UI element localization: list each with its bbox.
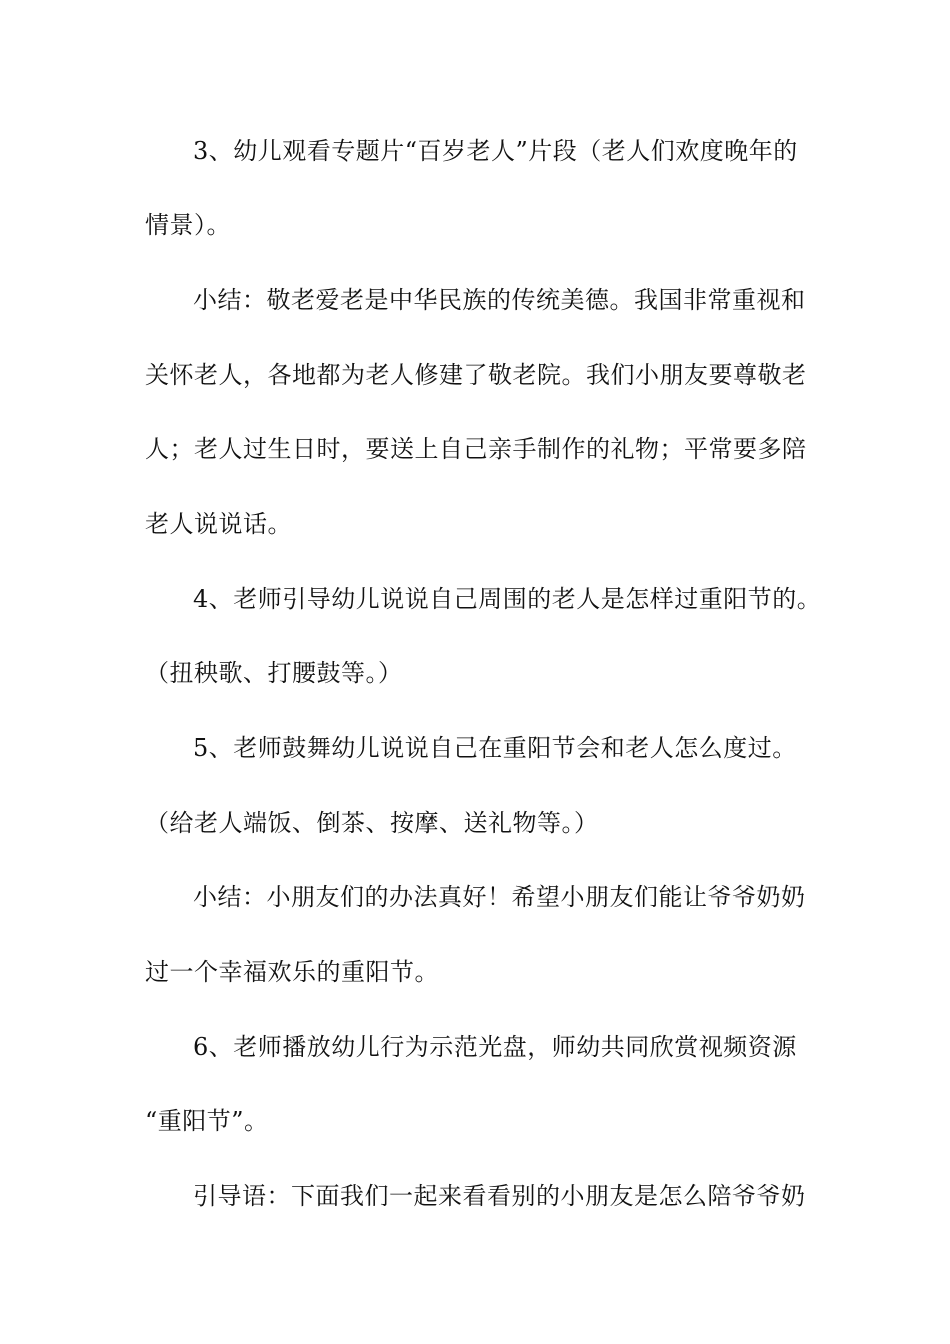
text-line-12: 过一个幸福欢乐的重阳节。 [145, 958, 439, 986]
text-line-4: 关怀老人，各地都为老人修建了敬老院。我们小朋友要尊敬老 [145, 361, 807, 389]
text-line-10: （给老人端饭、倒茶、按摩、送礼物等。） [145, 809, 599, 837]
text-line-1: 3、幼儿观看专题片“百岁老人”片段（老人们欢度晚年的 [193, 137, 798, 165]
text-line-11: 小结：小朋友们的办法真好！希望小朋友们能让爷爷奶奶 [193, 883, 806, 911]
text-line-9: 5、老师鼓舞幼儿说说自己在重阳节会和老人怎么度过。 [193, 734, 797, 762]
text-line-14: “重阳节”。 [145, 1107, 269, 1135]
text-line-7: 4、老师引导幼儿说说自己周围的老人是怎样过重阳节的。 [193, 585, 822, 613]
text-line-13: 6、老师播放幼儿行为示范光盘，师幼共同欣赏视频资源 [193, 1033, 797, 1061]
text-line-8: （扭秧歌、打腰鼓等。） [145, 659, 403, 687]
text-line-5: 人；老人过生日时，要送上自己亲手制作的礼物；平常要多陪 [145, 435, 807, 463]
text-line-3: 小结：敬老爱老是中华民族的传统美德。我国非常重视和 [193, 286, 806, 314]
text-line-2: 情景）。 [145, 211, 231, 239]
text-line-6: 老人说说话。 [145, 510, 292, 538]
text-line-15: 引导语：下面我们一起来看看别的小朋友是怎么陪爷爷奶 [193, 1182, 806, 1210]
